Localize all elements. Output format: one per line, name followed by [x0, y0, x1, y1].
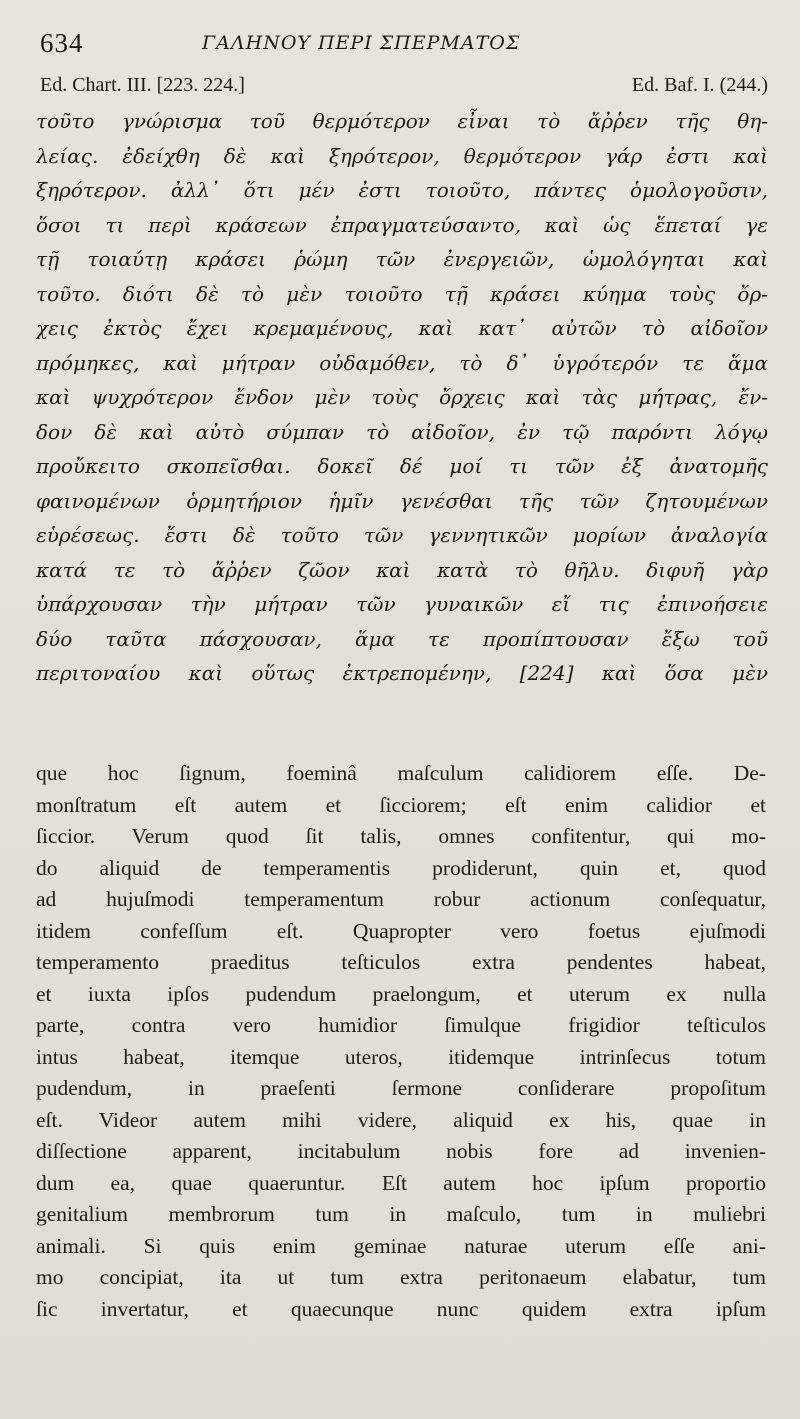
greek-text-line: ὑπάρχουσαν τὴν μήτραν τῶν γυναικῶν εἴ τις ἐπινοήσειε [36, 592, 768, 616]
greek-text-line: δον δὲ καὶ αὐτὸ σύμπαν τὸ αἰδοῖον, ἐν τῷ παρόντι λόγῳ [36, 419, 768, 444]
latin-text-line: intus habeat, itemque uteros, itidemque intrinſecus totum [36, 1044, 766, 1069]
greek-text-line: χεις ἐκτὸς ἔχει κρεμαμένους, καὶ κατ᾽ αὐτῶν τὸ αἰδοῖον [36, 316, 768, 340]
page-header [40, 28, 770, 62]
latin-text-line: mo concipiat, ita ut tum extra peritonaeum elabatur, tum [36, 1265, 766, 1289]
greek-text-line: τοῦτο γνώρισμα τοῦ θερμότερον εἶναι τὸ ἄῤῥεν τῆς θη- [36, 109, 768, 133]
greek-text-line: λείας. ἐδείχθη δὲ καὶ ξηρότερον, θερμότερον γάρ ἐστι καὶ [36, 143, 768, 168]
greek-text-line: ὅσοι τι περὶ κράσεων ἐπραγματεύσαντο, καὶ ὡς ἕπεταί γε [36, 212, 768, 237]
latin-text-line: ſic invertatur, et quaecunque nunc quidem extra ipſum [36, 1296, 766, 1321]
latin-text-line: itidem confeſſum eſt. Quapropter vero foetus ejuſmodi [36, 918, 766, 943]
edition-basel-reference: Ed. Baf. I. (244.) [631, 74, 768, 96]
edition-reference-line [40, 74, 768, 102]
latin-text-line: ſiccior. Verum quod ſit talis, omnes confitentur, qui mo- [36, 824, 766, 848]
latin-text-line: parte, contra vero humidior ſimulque frigidior teſticulos [36, 1013, 766, 1037]
greek-text-line: ξηρότερον. ἀλλ᾽ ὅτι μέν ἐστι τοιοῦτο, πάντες ὁμολογοῦσιν, [36, 178, 768, 202]
latin-translation-block [36, 758, 766, 1325]
greek-text-line: τῇ τοιαύτῃ κράσει ῥώμη τῶν ἐνεργειῶν, ὡμολόγηται καὶ [36, 247, 768, 271]
greek-text-line: δύο ταῦτα πάσχουσαν, ἅμα τε προπίπτουσαν ἔξω τοῦ [36, 626, 768, 651]
edition-chartier-reference: Ed. Chart. III. [223. 224.] [40, 74, 245, 96]
latin-text-line: et iuxta ipſos pudendum praelongum, et uterum ex nulla [36, 981, 766, 1006]
latin-text-line: pudendum, in praeſenti ſermone conſiderare propoſitum [36, 1076, 766, 1100]
greek-text-line: προὔκειτο σκοπεῖσθαι. δοκεῖ δέ μοί τι τῶν ἐξ ἀνατομῆς [36, 454, 768, 478]
latin-text-line: do aliquid de temperamentis prodiderunt, quin et, quod [36, 855, 766, 880]
latin-text-line: eſt. Videor autem mihi videre, aliquid ex his, quae in [36, 1107, 766, 1132]
greek-text-line: εὑρέσεως. ἔστι δὲ τοῦτο τῶν γεννητικῶν μορίων ἀναλογία [36, 523, 768, 547]
latin-text-line: monſtratum eſt autem et ſicciorem; eſt enim calidior et [36, 792, 766, 817]
greek-text-line: περιτοναίου καὶ οὕτως ἐκτρεπομένην, [224] καὶ ὅσα μὲν [36, 661, 768, 685]
latin-text-line: diſſectione apparent, incitabulum nobis fore ad invenien- [36, 1139, 766, 1163]
latin-text-line: que hoc ſignum, foeminâ maſculum calidiorem eſſe. De- [36, 761, 766, 785]
latin-text-line: animali. Si quis enim geminae naturae uterum eſſe ani- [36, 1233, 766, 1258]
greek-text-line: καὶ ψυχρότερον ἔνδον μὲν τοὺς ὄρχεις καὶ τὰς μήτρας, ἔν- [36, 385, 768, 409]
running-title: ΓΑΛΗΝΟΥ ΠΕΡΙ ΣΠΕΡΜΑΤΟΣ [202, 32, 521, 54]
page-number: 634 [40, 28, 84, 58]
latin-text-line: dum ea, quae quaeruntur. Eſt autem hoc ipſum proportio [36, 1170, 766, 1195]
greek-text-block [36, 104, 768, 691]
greek-text-line: κατά τε τὸ ἄῤῥεν ζῶον καὶ κατὰ τὸ θῆλυ. διφυῆ γὰρ [36, 557, 768, 582]
latin-text-line: genitalium membrorum tum in maſculo, tum in muliebri [36, 1202, 766, 1226]
greek-text-line: φαινομένων ὁρμητήριον ἡμῖν γενέσθαι τῆς τῶν ζητουμένων [36, 488, 768, 513]
latin-text-line: temperamento praeditus teſticulos extra pendentes habeat, [36, 950, 766, 974]
greek-text-line: πρόμηκες, καὶ μήτραν οὐδαμόθεν, τὸ δ᾽ ὑγρότερόν τε ἅμα [36, 350, 768, 375]
latin-text-line: ad hujuſmodi temperamentum robur actionum conſequatur, [36, 887, 766, 911]
greek-text-line: τοῦτο. διότι δὲ τὸ μὲν τοιοῦτο τῇ κράσει κύημα τοὺς ὄρ- [36, 281, 768, 306]
